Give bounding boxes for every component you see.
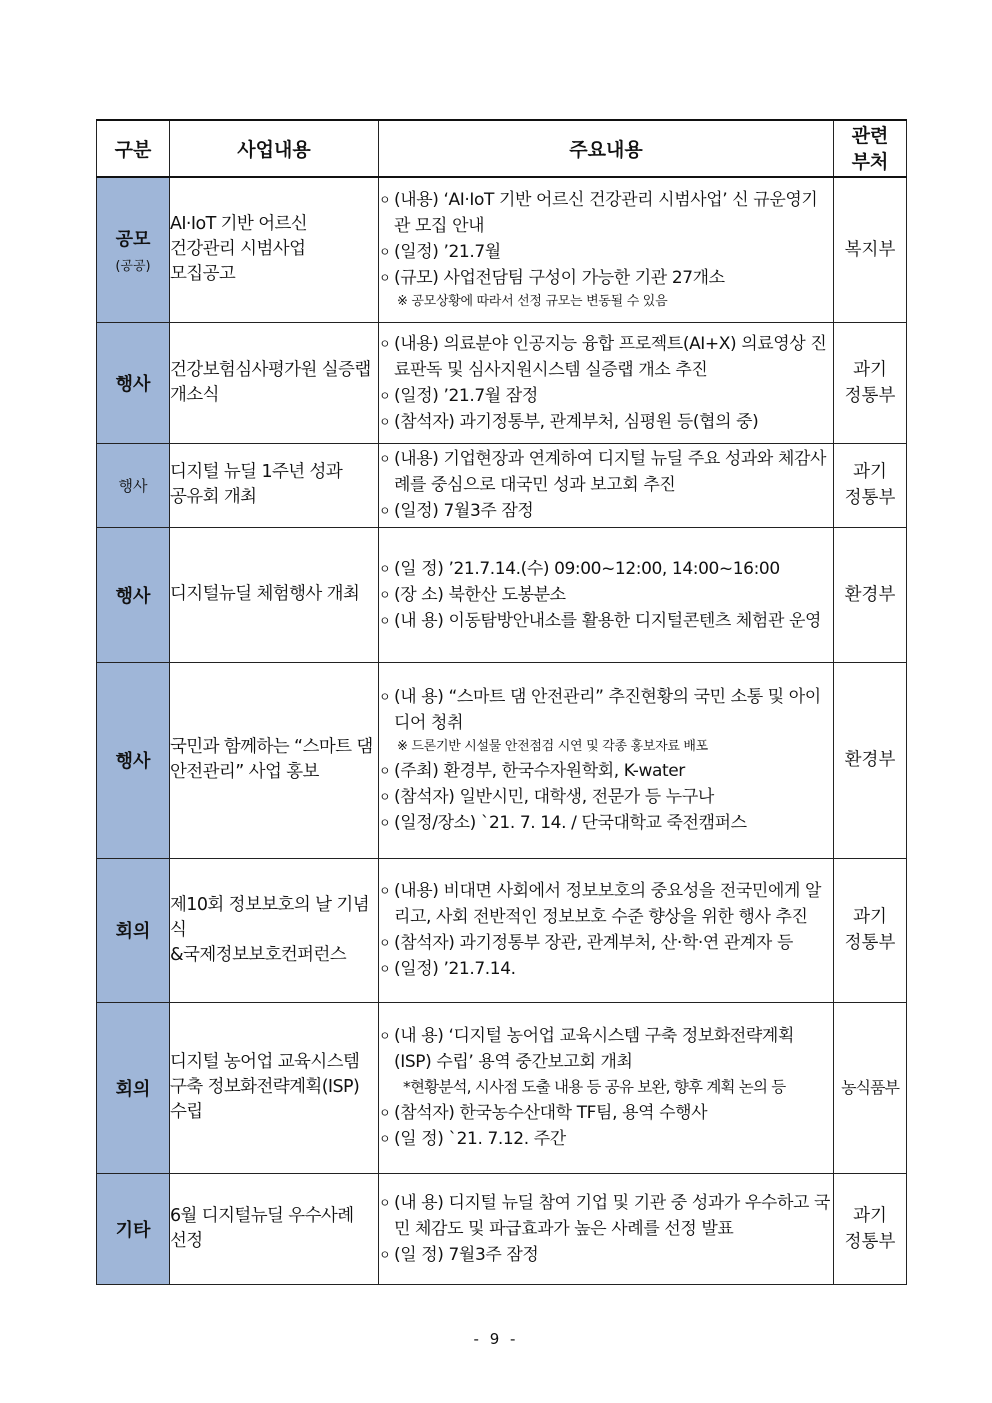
dept-line: 정통부	[844, 385, 896, 406]
category-label: 공모	[115, 229, 151, 251]
dept-cell	[834, 858, 907, 1002]
business-line: 공유회 개최	[170, 487, 257, 507]
content-item: ㅇ (일 정) ’21.7.14.(수) 09:00~12:00, 14:00~16:00	[379, 556, 833, 582]
schedule-table	[96, 119, 907, 1285]
category-cell	[97, 662, 170, 858]
dept-cell	[834, 177, 907, 322]
business-cell	[170, 1173, 379, 1284]
business-line: 건강관리 시범사업	[170, 239, 306, 260]
category-label: 행사	[115, 373, 151, 395]
dept-line: 복지부	[844, 239, 896, 260]
business-line: 국민과 함께하는 “스마트 댐	[170, 737, 373, 757]
content-item: ㅇ (내 용) 디지털 뉴딜 참여 기업 및 기관 중 성과가 우수하고 국민 체감도 및 파급효과가 높은 사례를 선정 발표	[379, 1190, 833, 1242]
dept-cell	[834, 1173, 907, 1284]
business-line: &국제정보보호컨퍼런스	[170, 944, 347, 965]
business-line: AI·IoT 기반 어르신	[170, 214, 308, 235]
business-line: 디지털 뉴딜 1주년 성과	[170, 462, 343, 482]
content-item: ㅇ (참석자) 한국농수산대학 TF팀, 용역 수행사	[379, 1100, 833, 1126]
business-line: 제10회 정보보호의 날 기념식	[170, 894, 370, 940]
content-item: ㅇ (일정) ’21.7월	[379, 239, 833, 265]
content-item: ㅇ (일정) 7월3주 잠정	[379, 498, 833, 524]
content-item: ㅇ (일 정) `21. 7.12. 주간	[379, 1126, 833, 1152]
category-cell	[97, 527, 170, 662]
page-number: - 9 -	[473, 1330, 519, 1348]
header-dept-line2: 부처	[851, 150, 889, 173]
business-line: 수립	[170, 1102, 203, 1122]
dept-line: 농식품부	[841, 1077, 899, 1097]
dept-cell	[834, 443, 907, 527]
content-item: ㅇ (일정) ’21.7월 잠정	[379, 383, 833, 409]
business-line: 개소식	[170, 384, 219, 405]
dept-line: 환경부	[844, 750, 896, 770]
header-dept-line1: 관련	[851, 124, 889, 147]
content-item: ㅇ (내 용) 이동탐방안내소를 활용한 디지털콘텐츠 체험관 운영	[379, 608, 833, 634]
business-cell	[170, 527, 379, 662]
content-item: ㅇ (주최) 환경부, 한국수자원학회, K-water	[379, 758, 833, 784]
content-item: ㅇ (장 소) 북한산 도봉분소	[379, 582, 833, 608]
table-row	[97, 858, 907, 1002]
dept-line: 환경부	[844, 584, 896, 605]
category-cell	[97, 322, 170, 443]
category-sublabel: (공공)	[115, 259, 151, 275]
header-content: 주요내용	[379, 120, 834, 177]
content-item: ㅇ (내 용) ‘디지털 농어업 교육시스템 구축 정보화전략계획 (ISP) 수립’ 용역 중간보고회 개최	[379, 1023, 833, 1075]
content-item: ㅇ (참석자) 일반시민, 대학생, 전문가 등 누구나	[379, 784, 833, 810]
content-item: ㅇ (내 용) “스마트 댐 안전관리” 추진현황의 국민 소통 및 아이디어 청취	[379, 684, 833, 736]
category-cell	[97, 1002, 170, 1173]
content-item: ㅇ (규모) 사업전담팀 구성이 가능한 기관 27개소	[379, 265, 833, 291]
business-cell	[170, 858, 379, 1002]
content-item: ㅇ (일 정) 7월3주 잠정	[379, 1242, 833, 1268]
dept-line: 과기	[853, 907, 887, 927]
dept-cell	[834, 1002, 907, 1173]
content-item: ㅇ (내용) 의료분야 인공지능 융합 프로젝트(AI+X) 의료영상 진료판독 및 심사지원시스템 실증랩 개소 추진	[379, 331, 833, 383]
dept-line: 정통부	[844, 933, 896, 953]
header-dept	[834, 120, 907, 177]
business-cell	[170, 662, 379, 858]
business-cell	[170, 322, 379, 443]
business-line: 구축 정보화전략계획(ISP)	[170, 1077, 360, 1097]
content-item: ㅇ (내용) 비대면 사회에서 정보보호의 중요성을 전국민에게 알리고, 사회 전반적인 정보보호 수준 향상을 위한 행사 추진	[379, 878, 833, 930]
content-item: ㅇ (일정) ’21.7.14.	[379, 956, 833, 982]
category-label: 회의	[115, 921, 151, 942]
content-item: ㅇ (내용) ‘AI·IoT 기반 어르신 건강관리 시범사업’ 신 규운영기관 모집 안내	[379, 187, 833, 239]
category-cell	[97, 1173, 170, 1284]
content-note: ※ 드론기반 시설물 안전점검 시연 및 각종 홍보자료 배포	[397, 739, 708, 754]
table-header-row	[97, 120, 907, 177]
table-row	[97, 177, 907, 322]
dept-line: 과기	[853, 1205, 887, 1226]
dept-cell	[834, 322, 907, 443]
business-cell	[170, 443, 379, 527]
business-cell	[170, 1002, 379, 1173]
header-business: 사업내용	[170, 120, 379, 177]
business-cell	[170, 177, 379, 322]
category-label: 행사	[115, 751, 151, 772]
dept-line: 과기	[853, 462, 887, 482]
business-line: 디지털 농어업 교육시스템	[170, 1052, 360, 1072]
table-row	[97, 662, 907, 858]
category-cell	[97, 177, 170, 322]
category-label: 행사	[118, 476, 148, 495]
content-note: ※ 공모상황에 따라서 선정 규모는 변동될 수 있음	[397, 293, 668, 309]
content-cell	[379, 177, 834, 322]
business-line: 디지털뉴딜 체험행사 개최	[170, 584, 360, 604]
category-label: 회의	[115, 1078, 151, 1100]
content-item: ㅇ (일정/장소) `21. 7. 14. / 단국대학교 죽전캠퍼스	[379, 810, 833, 836]
category-cell	[97, 858, 170, 1002]
table-row	[97, 443, 907, 527]
content-cell	[379, 443, 834, 527]
content-cell	[379, 527, 834, 662]
content-cell	[379, 662, 834, 858]
business-line: 모집공고	[170, 264, 236, 285]
table-row	[97, 322, 907, 443]
content-item: ㅇ (참석자) 과기정통부 장관, 관계부처, 산·학·연 관계자 등	[379, 930, 833, 956]
category-label: 행사	[115, 585, 151, 607]
business-line: 선정	[170, 1230, 203, 1251]
content-cell	[379, 1173, 834, 1284]
content-item: ㅇ (참석자) 과기정통부, 관계부처, 심평원 등(협의 중)	[379, 409, 833, 435]
category-cell	[97, 443, 170, 527]
content-footnote: *현황분석, 시사점 도출 내용 등 공유 보완, 향후 계획 논의 등	[403, 1078, 786, 1096]
dept-cell	[834, 662, 907, 858]
table-row	[97, 527, 907, 662]
category-label: 기타	[115, 1219, 151, 1241]
business-line: 건강보험심사평가원 실증랩	[170, 359, 371, 380]
table-row	[97, 1002, 907, 1173]
business-line: 6월 디지털뉴딜 우수사례	[170, 1205, 354, 1226]
dept-cell	[834, 527, 907, 662]
table-row	[97, 1173, 907, 1284]
business-line: 안전관리” 사업 홍보	[170, 762, 319, 782]
dept-line: 과기	[853, 359, 887, 380]
content-cell	[379, 858, 834, 1002]
dept-line: 정통부	[844, 488, 896, 508]
content-item: ㅇ (내용) 기업현장과 연계하여 디지털 뉴딜 주요 성과와 체감사례를 중심으로 대국민 성과 보고회 추진	[379, 446, 833, 498]
content-cell	[379, 1002, 834, 1173]
dept-line: 정통부	[844, 1231, 896, 1252]
content-cell	[379, 322, 834, 443]
header-category: 구분	[97, 120, 170, 177]
